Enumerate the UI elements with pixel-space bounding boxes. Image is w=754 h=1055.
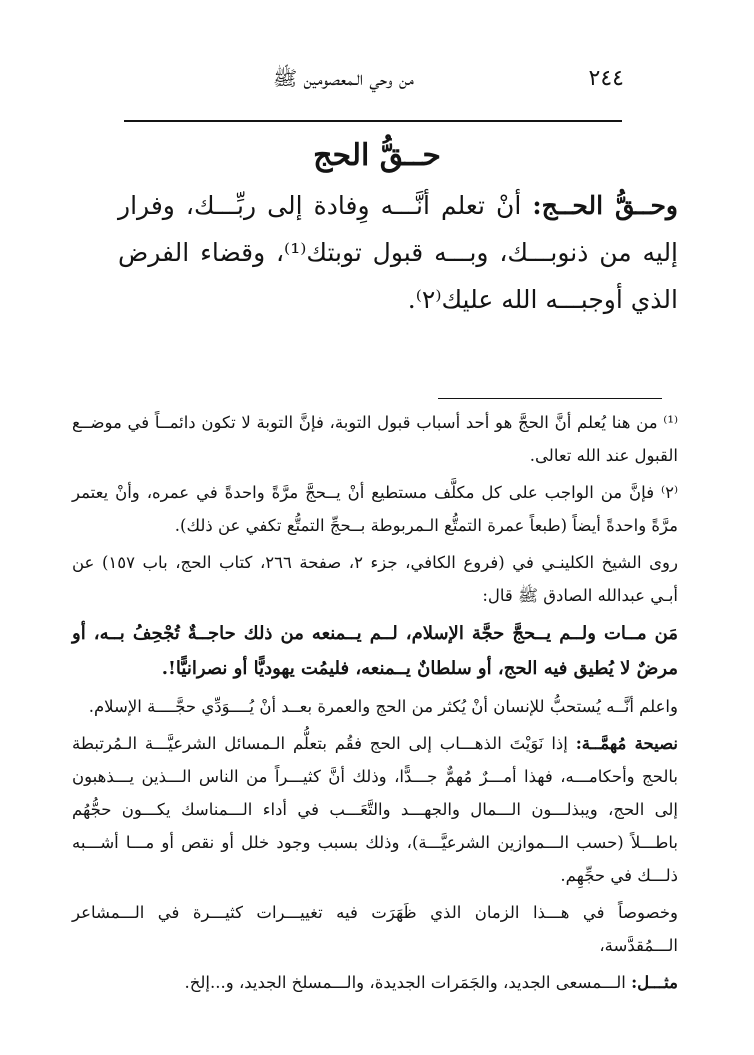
- footnote-1: ⁽¹⁾ من هنا يُعلم أنَّ الحجَّ هو أحد أسباب قبول التوبة، فإنَّ التوبة لا تكون دائمــاً في موضــع القبول عند الله تعالى.: [72, 413, 678, 465]
- main-body: أنْ تعلم أنَّـــه وِفادة إلى ربِّـــك، وفرار إليه من ذنوبـــك، وبـــه قبول توبتك⁽¹⁾، وقضاء الفرض الذي أوجبـــه الله عليك⁽٢⁾.: [118, 191, 679, 314]
- page-header: [118, 60, 624, 100]
- footnote-2: ⁽٢⁾ فإنَّ من الواجب على كل مكلَّف مستطيع أنْ يــحجَّ مرَّةً واحدةً في عمره، وأنْ يعتمر مرَّةً واحدةً أيضاً (طبعاً عمرة التمتُّع الـمربوطة بــحجِّ التمتُّع تكفي عن ذلك).: [72, 483, 678, 535]
- advice-paragraph: [72, 727, 678, 892]
- main-paragraph: [118, 182, 678, 323]
- main-lead: وحــقُّ الحــج:: [532, 191, 678, 220]
- paragraph-1: واعلم أنَّــه يُستحبُّ للإنسان أنْ يُكثر من الحج والعمرة بعــد أنْ يُــــوَدِّي حجَّــــة الإسلام.: [88, 697, 678, 716]
- header-rule: [124, 120, 622, 122]
- advice-text: إذا نَوَيْتَ الذهـــاب إلى الحج فقُم بتعلُّم الـمسائل الشرعيَّـــة الـمُرتبطة بالحج وأحكامـــه، فهذا أمـــرٌ مُهمٌّ جـــدًّا، وذلك أنَّ كثيـــراً من الناس الـــذين يـــذهبون إلى الحج، ويبذلـــون الـــمال والجهـــد والتَّعَـــب في أداء الـــمناسك يكـــون حجُّهُم باطـــلاً (حسب الـــموازين الشرعيَّـــة)، وذلك بسبب وجود خلل أو نقص أو مـــا أشـــبه ذلـــك في حجِّهِم.: [72, 734, 678, 885]
- hadith-quote: مَن مــات ولــم يــحجَّ حجَّة الإسلام، لــم يــمنعه من ذلك حاجــةٌ تُجْحِفُ بــه، أو مرضٌ لا يُطيق فيه الحج، أو سلطانٌ يــمنعه، فليمُت يهوديًّا أو نصرانيًّا!.: [72, 623, 678, 679]
- advice-label: نصيحة مُهمَّــة:: [575, 734, 678, 753]
- running-title: من وحي الـمعصومين ﷺ: [273, 66, 414, 90]
- footnote-separator: [438, 398, 662, 399]
- example-text: الـــمسعى الجديد، والجَمَرات الجديدة، والـــمسلخ الجديد، و...إلخ.: [184, 973, 626, 992]
- example-paragraph: [72, 966, 678, 999]
- citation: روى الشيخ الكلينـي في (فروع الكافي، جزء ٢، صفحة ٢٦٦، كتاب الحج، باب ١٥٧) عن أبـي عبدالله الصادق ﷺ قال:: [72, 553, 678, 605]
- chapter-title: حــقُّ الحج: [313, 138, 441, 173]
- footnotes: [72, 406, 678, 1003]
- paragraph-2: وخصوصاً في هـــذا الزمان الذي ظَهَرَت فيه تغييـــرات كثيـــرة في الـــمشاعر الـــمُقدَّسة،: [72, 903, 678, 955]
- page-number: ٢٤٤: [588, 66, 624, 91]
- example-label: مثـــل:: [631, 973, 678, 992]
